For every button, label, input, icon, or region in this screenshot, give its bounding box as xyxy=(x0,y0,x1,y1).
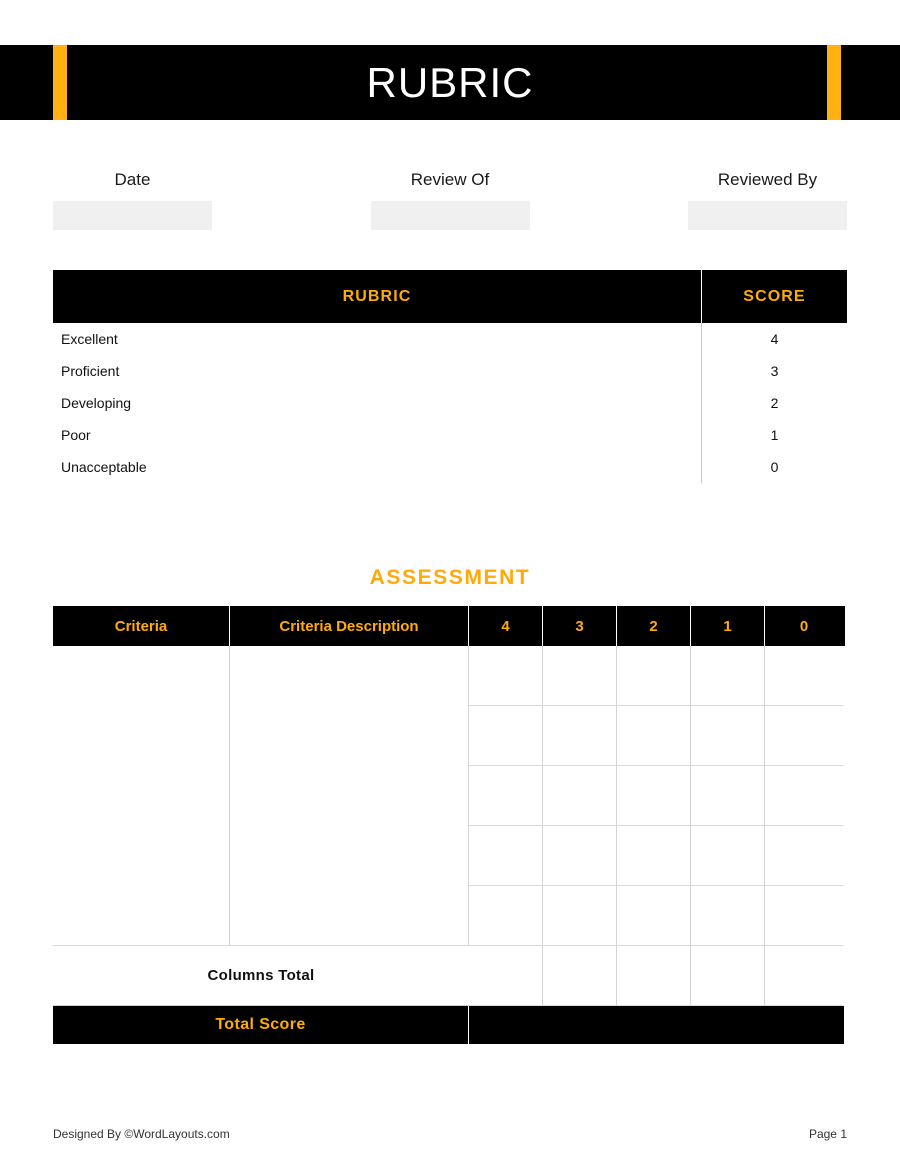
score-cell[interactable] xyxy=(617,646,690,706)
rubric-scale-body xyxy=(53,323,847,483)
score-cell[interactable] xyxy=(765,706,843,766)
assessment-header-description: Criteria Description xyxy=(230,606,469,646)
score-columns xyxy=(469,646,843,946)
table-row xyxy=(53,323,847,355)
columns-total-cell-2[interactable] xyxy=(617,946,691,1006)
score-cell[interactable] xyxy=(765,886,843,946)
rubric-score: 1 xyxy=(701,419,847,451)
score-cell[interactable] xyxy=(765,826,843,886)
rubric-score: 2 xyxy=(701,387,847,419)
score-cell[interactable] xyxy=(617,706,690,766)
rubric-score: 0 xyxy=(701,451,847,483)
criteria-entry-area[interactable] xyxy=(53,646,230,946)
columns-total-label: Columns Total xyxy=(53,946,469,1006)
meta-field-date xyxy=(53,170,212,230)
rubric-score: 3 xyxy=(701,355,847,387)
assessment-header-score-3: 3 xyxy=(543,606,617,646)
score-column-0 xyxy=(765,646,843,946)
assessment-table xyxy=(53,606,845,1044)
score-cell[interactable] xyxy=(469,886,542,946)
page-footer xyxy=(53,1127,847,1141)
meta-field-review-of xyxy=(371,170,530,230)
rubric-score: 4 xyxy=(701,323,847,355)
total-score-label: Total Score xyxy=(53,1006,469,1044)
score-cell[interactable] xyxy=(617,826,690,886)
accent-bar-left xyxy=(53,45,67,120)
score-cell[interactable] xyxy=(765,646,843,706)
score-cell[interactable] xyxy=(691,886,764,946)
table-row xyxy=(53,355,847,387)
reviewed-by-input[interactable] xyxy=(688,201,847,230)
score-column-1 xyxy=(691,646,765,946)
score-cell[interactable] xyxy=(543,886,616,946)
assessment-header-score-4: 4 xyxy=(469,606,543,646)
date-input[interactable] xyxy=(53,201,212,230)
score-cell[interactable] xyxy=(469,826,542,886)
rubric-level: Developing xyxy=(61,395,132,411)
table-row xyxy=(53,387,847,419)
accent-bar-right xyxy=(827,45,841,120)
footer-page-number: Page 1 xyxy=(808,1127,847,1141)
review-of-input[interactable] xyxy=(371,201,530,230)
columns-total-cell-4[interactable] xyxy=(469,946,543,1006)
criteria-description-entry-area[interactable] xyxy=(230,646,469,946)
columns-total-cells xyxy=(469,946,843,1006)
columns-total-cell-3[interactable] xyxy=(543,946,617,1006)
rubric-header-label: RUBRIC xyxy=(342,287,412,305)
score-cell[interactable] xyxy=(469,706,542,766)
score-column-4 xyxy=(469,646,543,946)
rubric-scale-header-row xyxy=(53,270,847,323)
reviewed-by-label: Reviewed By xyxy=(717,170,818,189)
score-column-2 xyxy=(617,646,691,946)
page-title: RUBRIC xyxy=(366,59,534,106)
meta-field-reviewed-by xyxy=(688,170,847,230)
header-banner xyxy=(0,45,900,120)
date-label: Date xyxy=(114,170,151,189)
score-cell[interactable] xyxy=(691,706,764,766)
assessment-header-score-2: 2 xyxy=(617,606,691,646)
score-cell[interactable] xyxy=(765,766,843,826)
columns-total-cell-1[interactable] xyxy=(691,946,765,1006)
rubric-level: Poor xyxy=(61,427,91,443)
score-cell[interactable] xyxy=(691,826,764,886)
score-cell[interactable] xyxy=(469,646,542,706)
score-cell[interactable] xyxy=(617,766,690,826)
score-cell[interactable] xyxy=(691,766,764,826)
columns-total-row xyxy=(53,946,845,1006)
rubric-level: Excellent xyxy=(61,331,118,347)
assessment-section-title: ASSESSMENT xyxy=(369,566,531,589)
score-cell[interactable] xyxy=(543,826,616,886)
total-score-row xyxy=(53,1006,845,1044)
assessment-body xyxy=(53,646,845,946)
rubric-header-score: SCORE xyxy=(701,270,847,323)
columns-total-cell-0[interactable] xyxy=(765,946,843,1006)
assessment-header-criteria: Criteria xyxy=(53,606,230,646)
table-row xyxy=(53,451,847,483)
score-cell[interactable] xyxy=(543,766,616,826)
score-cell[interactable] xyxy=(691,646,764,706)
score-column-3 xyxy=(543,646,617,946)
meta-fields-row xyxy=(53,170,847,230)
total-score-value[interactable] xyxy=(469,1006,845,1044)
score-cell[interactable] xyxy=(617,886,690,946)
score-cell[interactable] xyxy=(543,706,616,766)
assessment-header-score-0: 0 xyxy=(799,617,809,635)
score-cell[interactable] xyxy=(469,766,542,826)
assessment-header-score-1: 1 xyxy=(691,606,765,646)
table-row xyxy=(53,419,847,451)
review-of-label: Review Of xyxy=(410,170,490,189)
footer-credit: Designed By ©WordLayouts.com xyxy=(53,1127,230,1141)
rubric-level: Unacceptable xyxy=(61,459,147,475)
score-cell[interactable] xyxy=(543,646,616,706)
assessment-header-row xyxy=(53,606,845,646)
rubric-scale-table xyxy=(53,270,847,483)
rubric-level: Proficient xyxy=(61,363,120,379)
